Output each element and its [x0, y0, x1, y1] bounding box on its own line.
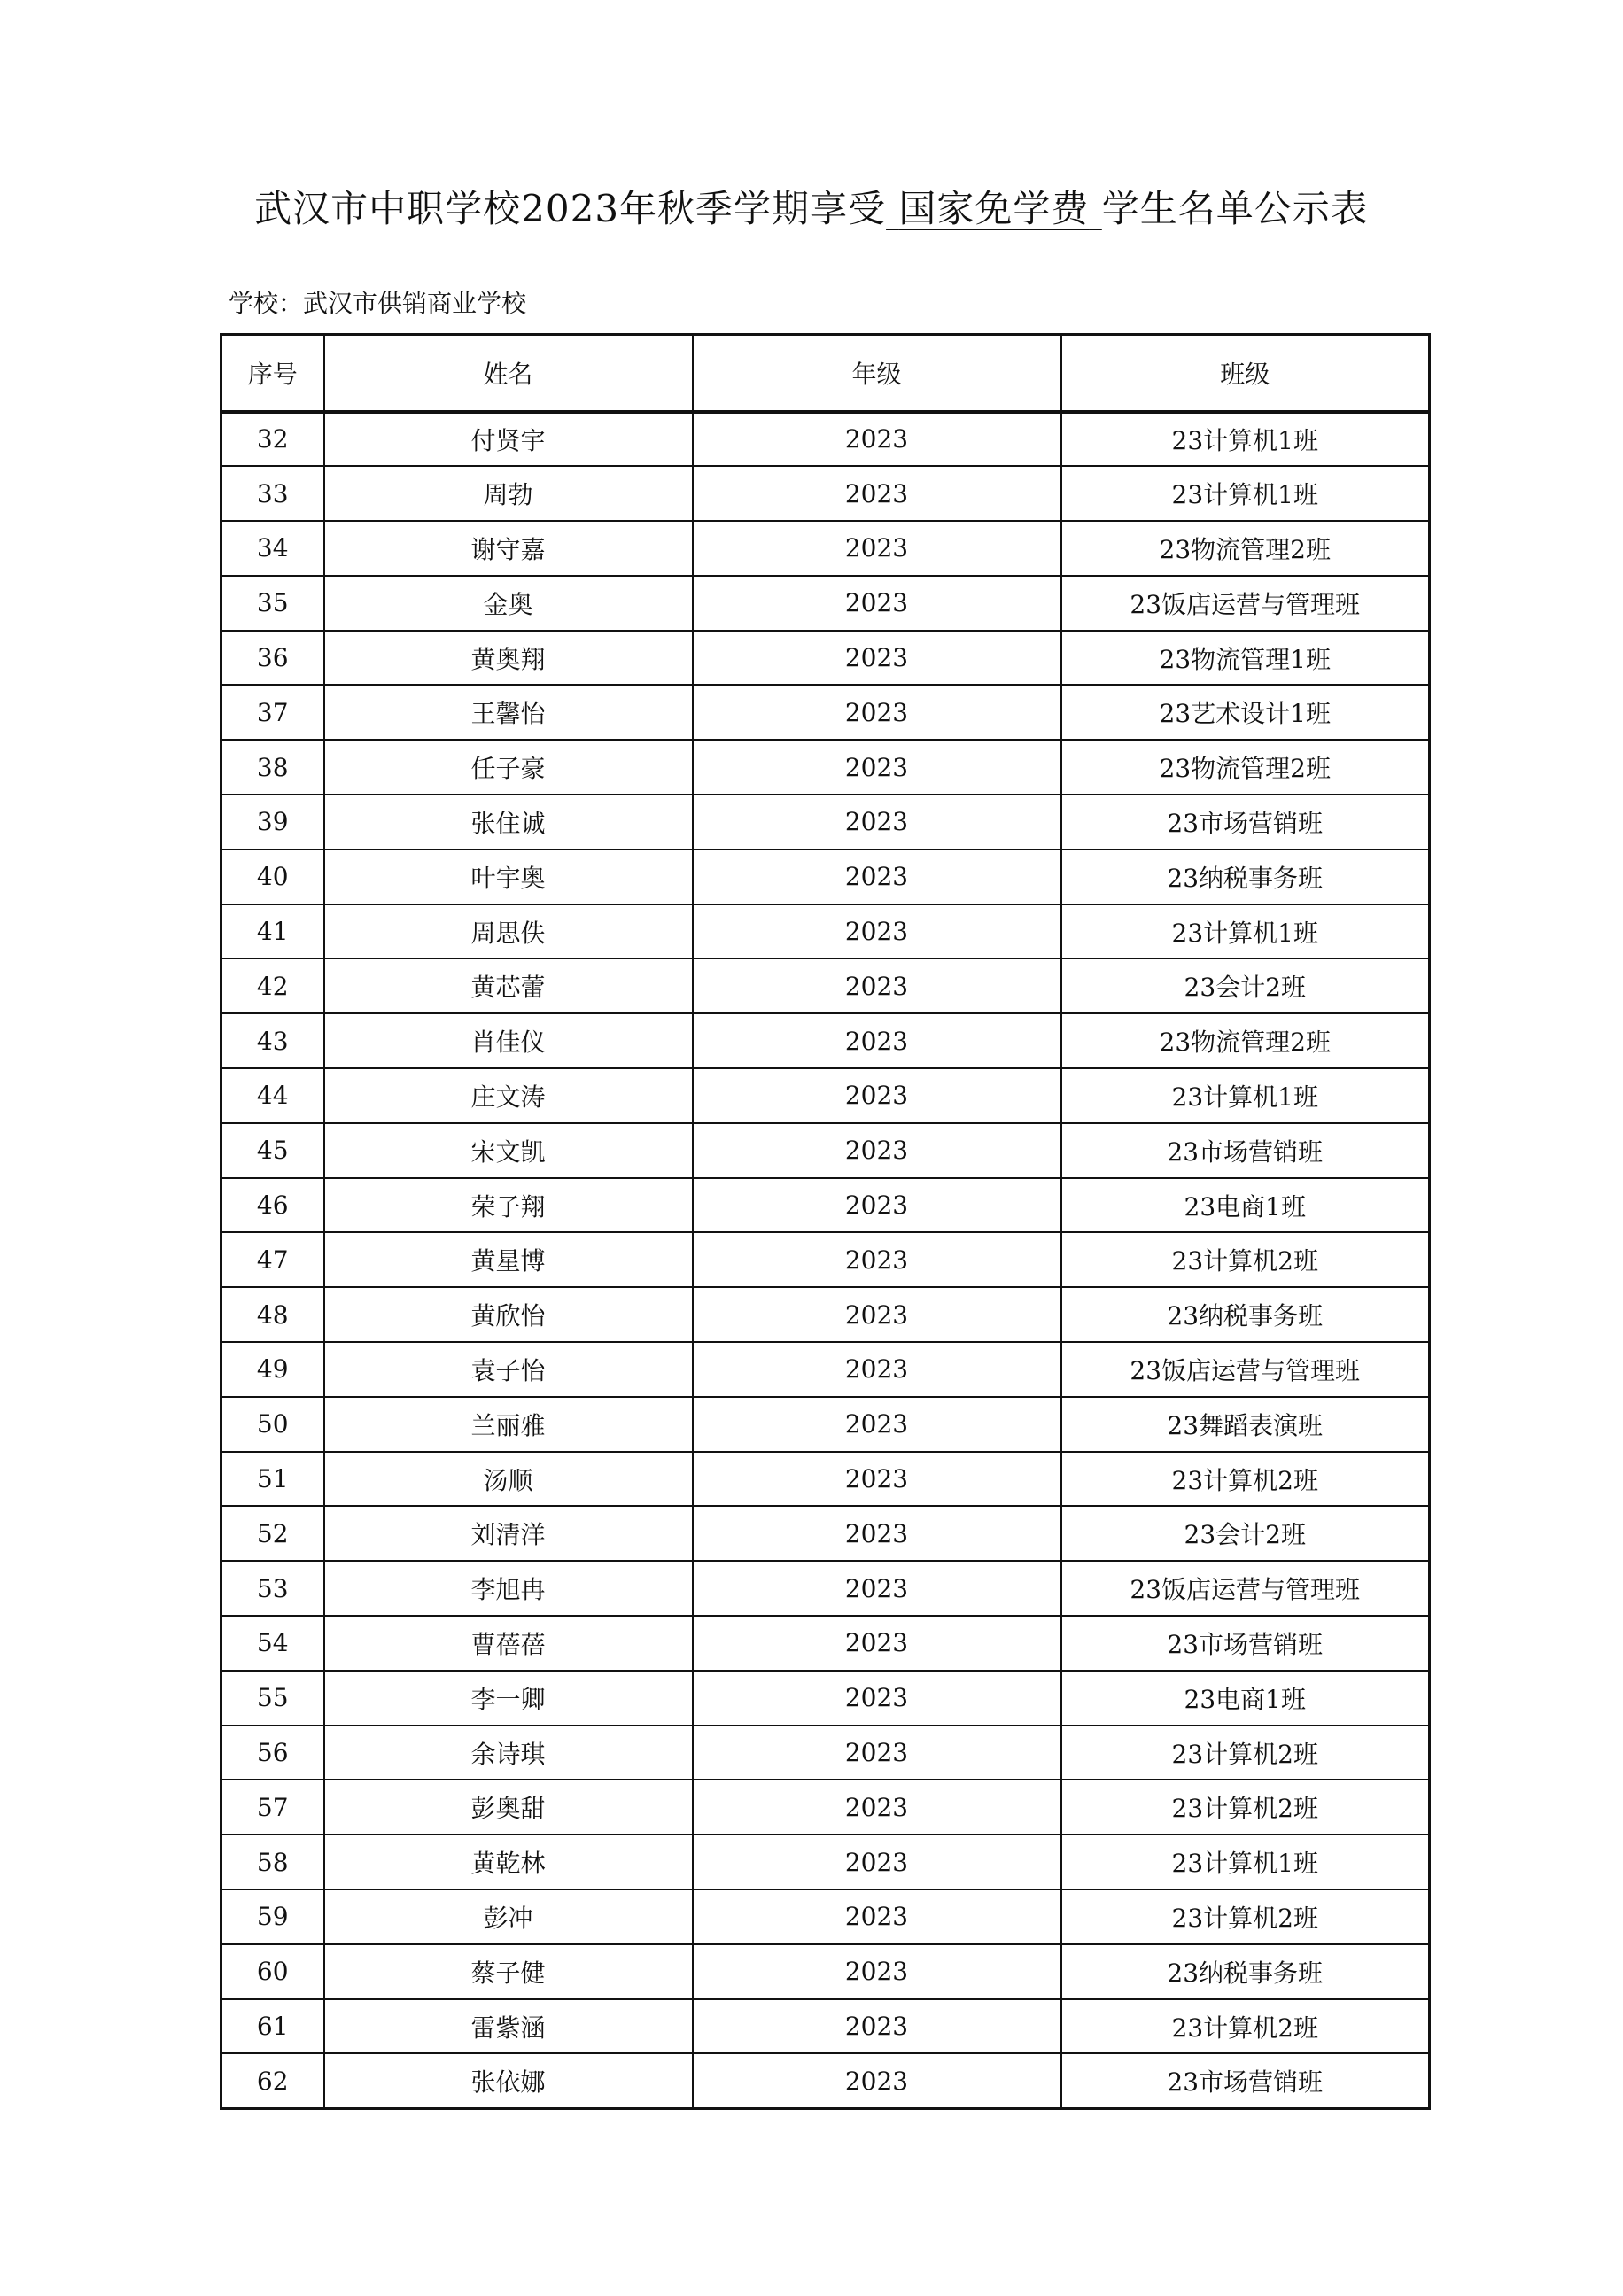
- cell-name: 周思佚: [324, 904, 693, 959]
- cell-name: 谢守嘉: [324, 521, 693, 576]
- cell-serial-number: 45: [221, 1123, 324, 1178]
- cell-grade: 2023: [693, 1726, 1061, 1780]
- table-row: [221, 1068, 1430, 1123]
- table-row: [221, 1342, 1430, 1397]
- cell-grade: 2023: [693, 1452, 1061, 1507]
- cell-name: 黄芯蕾: [324, 958, 693, 1013]
- cell-serial-number: 57: [221, 1780, 324, 1834]
- cell-name: 张住诚: [324, 795, 693, 849]
- cell-serial-number: 47: [221, 1232, 324, 1287]
- cell-grade: 2023: [693, 1342, 1061, 1397]
- cell-serial-number: 39: [221, 795, 324, 849]
- table-row: [221, 1506, 1430, 1561]
- cell-serial-number: 56: [221, 1726, 324, 1780]
- cell-serial-number: 32: [221, 412, 324, 467]
- cell-name: 刘清洋: [324, 1506, 693, 1561]
- header-serial-number: 序号: [221, 335, 324, 412]
- cell-grade: 2023: [693, 1834, 1061, 1889]
- cell-class: 23饭店运营与管理班: [1061, 1342, 1430, 1397]
- cell-grade: 2023: [693, 904, 1061, 959]
- cell-serial-number: 51: [221, 1452, 324, 1507]
- cell-name: 袁子怡: [324, 1342, 693, 1397]
- cell-class: 23市场营销班: [1061, 795, 1430, 849]
- cell-serial-number: 58: [221, 1834, 324, 1889]
- cell-grade: 2023: [693, 1944, 1061, 1999]
- cell-grade: 2023: [693, 1178, 1061, 1233]
- cell-grade: 2023: [693, 1671, 1061, 1726]
- cell-class: 23计算机2班: [1061, 1889, 1430, 1944]
- cell-class: 23电商1班: [1061, 1671, 1430, 1726]
- cell-grade: 2023: [693, 1561, 1061, 1616]
- cell-serial-number: 38: [221, 740, 324, 795]
- cell-name: 张依娜: [324, 2053, 693, 2108]
- cell-class: 23市场营销班: [1061, 2053, 1430, 2108]
- cell-name: 任子豪: [324, 740, 693, 795]
- cell-class: 23计算机2班: [1061, 1999, 1430, 2054]
- cell-name: 汤顺: [324, 1452, 693, 1507]
- table-row: [221, 2053, 1430, 2108]
- table-row: [221, 1013, 1430, 1068]
- table-row: [221, 740, 1430, 795]
- cell-serial-number: 42: [221, 958, 324, 1013]
- cell-class: 23物流管理2班: [1061, 1013, 1430, 1068]
- cell-serial-number: 53: [221, 1561, 324, 1616]
- cell-serial-number: 37: [221, 685, 324, 740]
- cell-grade: 2023: [693, 1123, 1061, 1178]
- cell-name: 黄奥翔: [324, 631, 693, 686]
- cell-class: 23物流管理1班: [1061, 631, 1430, 686]
- cell-class: 23计算机2班: [1061, 1726, 1430, 1780]
- cell-grade: 2023: [693, 1616, 1061, 1671]
- cell-class: 23纳税事务班: [1061, 1944, 1430, 1999]
- table-row: [221, 1726, 1430, 1780]
- cell-serial-number: 34: [221, 521, 324, 576]
- header-name: 姓名: [324, 335, 693, 412]
- cell-serial-number: 33: [221, 466, 324, 521]
- cell-name: 雷紫涵: [324, 1999, 693, 2054]
- table-header-row: [221, 335, 1430, 412]
- cell-class: 23电商1班: [1061, 1178, 1430, 1233]
- cell-class: 23纳税事务班: [1061, 1287, 1430, 1342]
- cell-serial-number: 41: [221, 904, 324, 959]
- cell-grade: 2023: [693, 1232, 1061, 1287]
- cell-name: 余诗琪: [324, 1726, 693, 1780]
- cell-class: 23计算机1班: [1061, 904, 1430, 959]
- cell-grade: 2023: [693, 1780, 1061, 1834]
- cell-name: 兰丽雅: [324, 1397, 693, 1452]
- cell-name: 叶宇奥: [324, 849, 693, 904]
- cell-class: 23计算机2班: [1061, 1452, 1430, 1507]
- header-class: 班级: [1061, 335, 1430, 412]
- cell-name: 金奥: [324, 576, 693, 631]
- cell-class: 23舞蹈表演班: [1061, 1397, 1430, 1452]
- cell-name: 曹蓓蓓: [324, 1616, 693, 1671]
- cell-grade: 2023: [693, 576, 1061, 631]
- table-row: [221, 1123, 1430, 1178]
- table-row: [221, 849, 1430, 904]
- cell-class: 23计算机2班: [1061, 1232, 1430, 1287]
- table-row: [221, 576, 1430, 631]
- table-row: [221, 795, 1430, 849]
- cell-serial-number: 61: [221, 1999, 324, 2054]
- cell-serial-number: 40: [221, 849, 324, 904]
- cell-class: 23市场营销班: [1061, 1616, 1430, 1671]
- table-row: [221, 685, 1430, 740]
- title-prefix: 武汉市中职学校2023年秋季学期享受: [254, 187, 887, 230]
- table-row: [221, 521, 1430, 576]
- cell-name: 彭奥甜: [324, 1780, 693, 1834]
- table-body: [221, 412, 1430, 2109]
- cell-class: 23艺术设计1班: [1061, 685, 1430, 740]
- table-row: [221, 1999, 1430, 2054]
- table-row: [221, 1834, 1430, 1889]
- cell-class: 23计算机1班: [1061, 1834, 1430, 1889]
- cell-name: 彭冲: [324, 1889, 693, 1944]
- cell-grade: 2023: [693, 849, 1061, 904]
- table-row: [221, 958, 1430, 1013]
- cell-serial-number: 50: [221, 1397, 324, 1452]
- cell-grade: 2023: [693, 1013, 1061, 1068]
- table-row: [221, 1780, 1430, 1834]
- cell-grade: 2023: [693, 740, 1061, 795]
- cell-grade: 2023: [693, 1889, 1061, 1944]
- table-row: [221, 1944, 1430, 1999]
- table-row: [221, 1452, 1430, 1507]
- table-row: [221, 631, 1430, 686]
- cell-class: 23物流管理2班: [1061, 521, 1430, 576]
- cell-serial-number: 46: [221, 1178, 324, 1233]
- cell-serial-number: 43: [221, 1013, 324, 1068]
- cell-name: 周勃: [324, 466, 693, 521]
- cell-grade: 2023: [693, 1999, 1061, 2054]
- cell-serial-number: 59: [221, 1889, 324, 1944]
- cell-name: 宋文凯: [324, 1123, 693, 1178]
- table-row: [221, 1232, 1430, 1287]
- cell-name: 付贤宇: [324, 412, 693, 467]
- table-row: [221, 412, 1430, 467]
- cell-name: 黄乾林: [324, 1834, 693, 1889]
- title-suffix: 学生名单公示表: [1101, 187, 1369, 230]
- cell-grade: 2023: [693, 466, 1061, 521]
- table-row: [221, 1671, 1430, 1726]
- table-row: [221, 1616, 1430, 1671]
- cell-name: 肖佳仪: [324, 1013, 693, 1068]
- cell-class: 23计算机1班: [1061, 412, 1430, 467]
- title-underlined-text: 国家免学费: [898, 187, 1090, 230]
- cell-serial-number: 36: [221, 631, 324, 686]
- cell-grade: 2023: [693, 2053, 1061, 2108]
- cell-name: 黄星博: [324, 1232, 693, 1287]
- table-row: [221, 1561, 1430, 1616]
- cell-grade: 2023: [693, 521, 1061, 576]
- cell-name: 黄欣怡: [324, 1287, 693, 1342]
- cell-serial-number: 60: [221, 1944, 324, 1999]
- cell-grade: 2023: [693, 1068, 1061, 1123]
- cell-name: 庄文涛: [324, 1068, 693, 1123]
- cell-name: 李一卿: [324, 1671, 693, 1726]
- cell-serial-number: 55: [221, 1671, 324, 1726]
- student-roster-table: [220, 333, 1431, 2110]
- cell-class: 23市场营销班: [1061, 1123, 1430, 1178]
- cell-grade: 2023: [693, 958, 1061, 1013]
- title-underlined-subsidy-type: [886, 187, 1102, 230]
- cell-name: 李旭冉: [324, 1561, 693, 1616]
- cell-serial-number: 44: [221, 1068, 324, 1123]
- cell-class: 23纳税事务班: [1061, 849, 1430, 904]
- table-row: [221, 904, 1430, 959]
- cell-class: 23会计2班: [1061, 1506, 1430, 1561]
- school-line: 学校：武汉市供销商业学校: [229, 289, 527, 318]
- table-row: [221, 1178, 1430, 1233]
- cell-name: 王馨怡: [324, 685, 693, 740]
- cell-class: 23饭店运营与管理班: [1061, 1561, 1430, 1616]
- cell-name: 荣子翔: [324, 1178, 693, 1233]
- table-row: [221, 1397, 1430, 1452]
- cell-grade: 2023: [693, 631, 1061, 686]
- cell-class: 23计算机2班: [1061, 1780, 1430, 1834]
- cell-serial-number: 52: [221, 1506, 324, 1561]
- cell-grade: 2023: [693, 1397, 1061, 1452]
- cell-serial-number: 48: [221, 1287, 324, 1342]
- cell-class: 23计算机1班: [1061, 466, 1430, 521]
- cell-class: 23物流管理2班: [1061, 740, 1430, 795]
- cell-name: 蔡子健: [324, 1944, 693, 1999]
- table-row: [221, 1287, 1430, 1342]
- cell-class: 23饭店运营与管理班: [1061, 576, 1430, 631]
- header-grade: 年级: [693, 335, 1061, 412]
- cell-serial-number: 35: [221, 576, 324, 631]
- page-title: [0, 182, 1623, 236]
- table-row: [221, 1889, 1430, 1944]
- cell-serial-number: 54: [221, 1616, 324, 1671]
- cell-serial-number: 49: [221, 1342, 324, 1397]
- table-row: [221, 466, 1430, 521]
- cell-grade: 2023: [693, 685, 1061, 740]
- cell-grade: 2023: [693, 412, 1061, 467]
- cell-class: 23计算机1班: [1061, 1068, 1430, 1123]
- cell-grade: 2023: [693, 1506, 1061, 1561]
- cell-grade: 2023: [693, 795, 1061, 849]
- cell-grade: 2023: [693, 1287, 1061, 1342]
- cell-class: 23会计2班: [1061, 958, 1430, 1013]
- cell-serial-number: 62: [221, 2053, 324, 2108]
